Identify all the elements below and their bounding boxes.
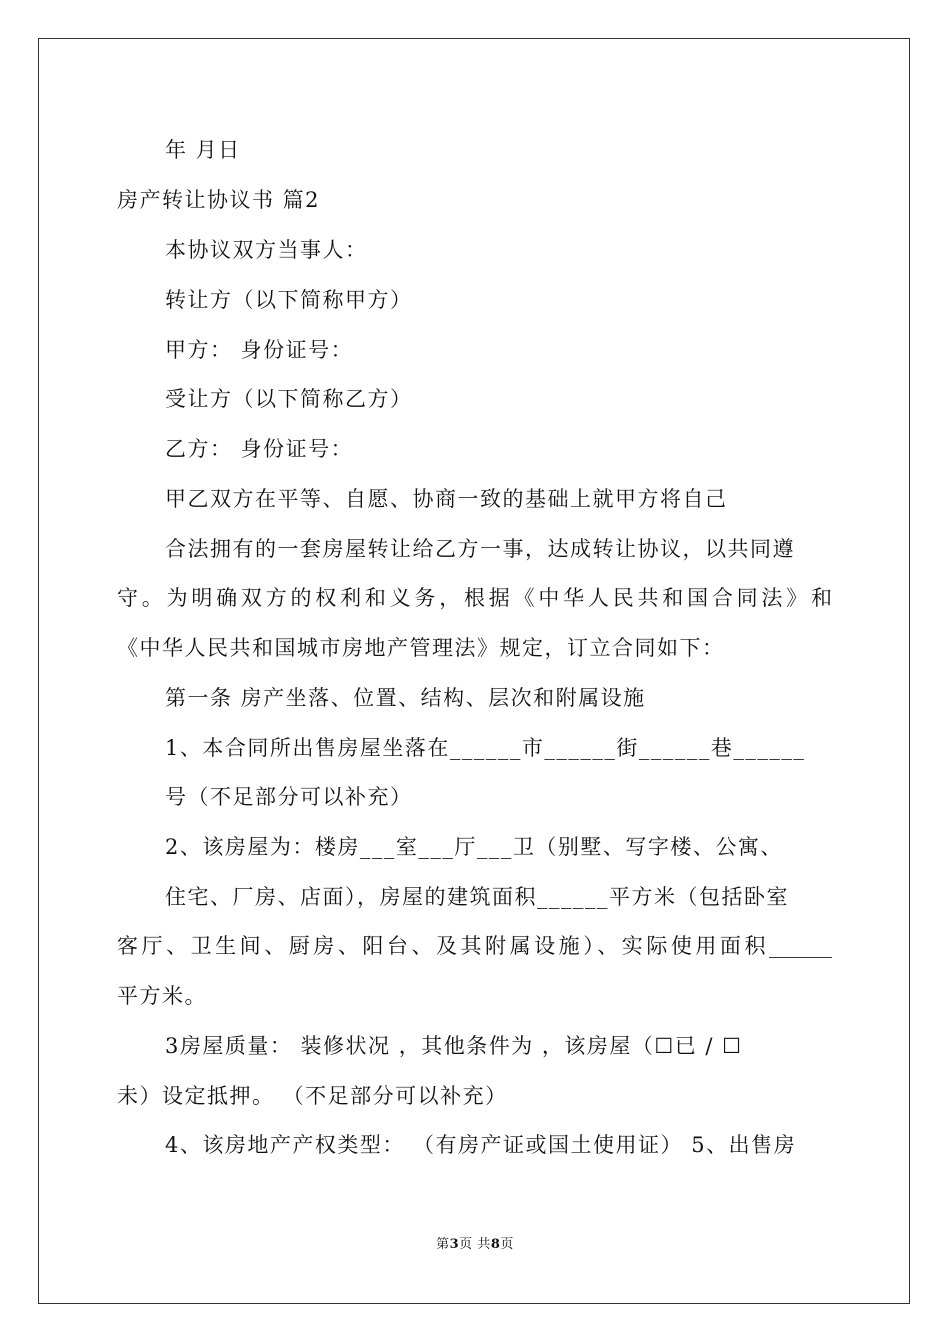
clause-line: 4、该房地产产权类型： （有房产证或国土使用证） 5、出售房 xyxy=(165,1133,797,1157)
transferee-line: 受让方（以下简称乙方） xyxy=(165,387,413,411)
page-footer xyxy=(0,1237,950,1253)
page-current: 3 xyxy=(449,1237,460,1252)
page-label-mid: 页 共 xyxy=(459,1237,491,1252)
party-b-id-line: 乙方： 身份证号： xyxy=(165,437,354,461)
paragraph-line: 甲乙双方在平等、自愿、协商一致的基础上就甲方将自己 xyxy=(165,487,728,511)
paragraph-line: 《中华人民共和国城市房地产管理法》规定，订立合同如下： xyxy=(117,636,725,660)
date-line: 年 月日 xyxy=(165,138,241,162)
section-title: 房产转让协议书 篇2 xyxy=(117,188,321,212)
page-label-prefix: 第 xyxy=(436,1237,450,1252)
clause-line: 1、本合同所出售房屋坐落在______市______街______巷______ xyxy=(165,736,806,760)
page-label-suffix: 页 xyxy=(500,1237,514,1252)
clause-line: 平方米。 xyxy=(117,984,207,1008)
clause-line: 未）设定抵押。 （不足部分可以补充） xyxy=(117,1084,508,1108)
clause-line: 住宅、厂房、店面），房屋的建筑面积______平方米（包括卧室 xyxy=(165,885,789,909)
party-a-id-line: 甲方： 身份证号： xyxy=(165,338,354,362)
paragraph-line: 合法拥有的一套房屋转让给乙方一事，达成转让协议，以共同遵 xyxy=(165,537,795,561)
transferor-line: 转让方（以下简称甲方） xyxy=(165,288,413,312)
clause-line: 号（不足部分可以补充） xyxy=(165,785,413,809)
parties-heading: 本协议双方当事人： xyxy=(165,238,368,262)
article-heading: 第一条 房产坐落、位置、结构、层次和附属设施 xyxy=(165,686,646,710)
page-border xyxy=(38,38,910,1304)
page-total: 8 xyxy=(490,1237,501,1252)
paragraph-line: 守。为明确双方的权利和义务，根据《中华人民共和国合同法》和 xyxy=(117,586,832,610)
clause-line: 3房屋质量： 装修状况 ，其他条件为 ，该房屋（☐已 / ☐ xyxy=(165,1034,743,1058)
clause-line: 客厅、卫生间、厨房、阳台、及其附属设施）、实际使用面积______ xyxy=(117,934,832,958)
clause-line: 2、该房屋为：楼房___室___厅___卫（别墅、写字楼、公寓、 xyxy=(165,835,783,859)
